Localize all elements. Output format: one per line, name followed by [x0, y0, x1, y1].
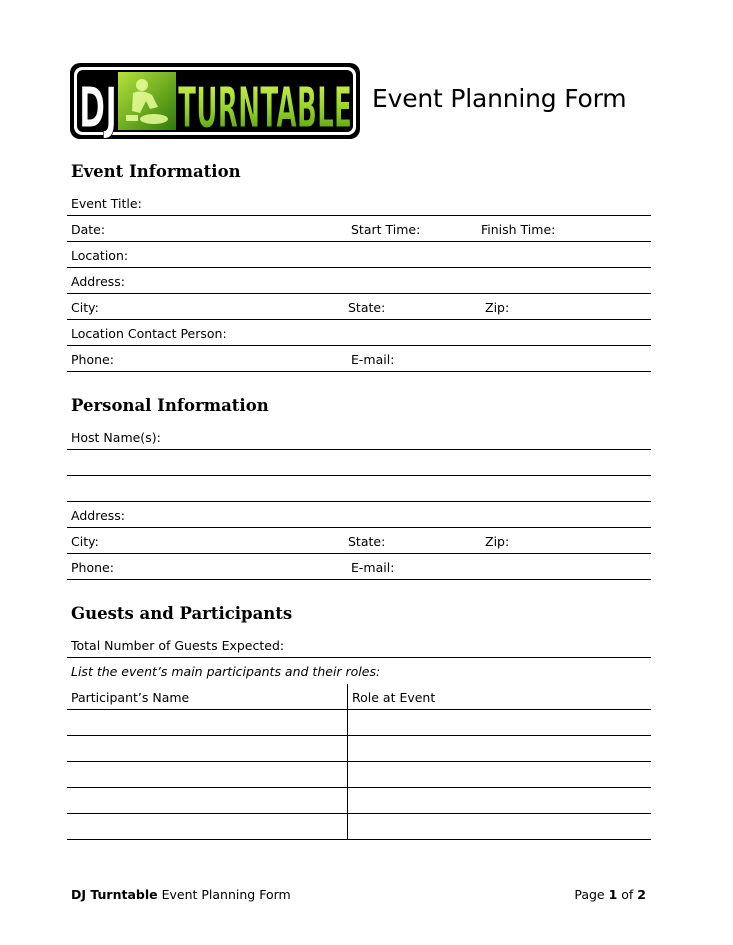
event-address-row[interactable]: [67, 268, 651, 294]
personal-email-label: E-mail:: [351, 560, 395, 575]
page-total: 2: [637, 887, 646, 902]
date-label: Date:: [71, 222, 106, 237]
finish-time-label: Finish Time:: [481, 222, 556, 237]
event-info-heading: Event Information: [71, 162, 241, 181]
location-row[interactable]: [67, 242, 651, 268]
personal-zip-label: Zip:: [485, 534, 510, 549]
host-names-blank-row[interactable]: [67, 450, 651, 476]
guests-heading: Guests and Participants: [71, 604, 293, 623]
participants-instruction: List the event’s main participants and their roles:: [71, 664, 381, 679]
total-guests-label: Total Number of Guests Expected:: [71, 638, 285, 653]
personal-city-label: City:: [71, 534, 99, 549]
participant-row[interactable]: [67, 710, 651, 736]
instruction-row: [67, 658, 651, 684]
event-title-row[interactable]: [67, 190, 651, 216]
logo-turntable-text: TURNTABLE: [178, 76, 352, 139]
event-title-label: Event Title:: [71, 196, 142, 211]
event-city-row[interactable]: [67, 294, 651, 320]
personal-info-heading: Personal Information: [71, 396, 269, 415]
page-prefix: Page: [574, 887, 609, 902]
event-email-label: E-mail:: [351, 352, 395, 367]
participants-column-divider: [347, 684, 348, 839]
event-address-label: Address:: [71, 274, 125, 289]
participant-row[interactable]: [67, 736, 651, 762]
total-guests-row[interactable]: [67, 632, 651, 658]
logo-dj-text: DJ: [79, 76, 117, 139]
footer-doc-name: [71, 887, 291, 902]
role-at-event-header: Role at Event: [352, 690, 436, 705]
form-title: Event Planning Form: [372, 84, 627, 113]
page-of: of: [617, 887, 638, 902]
start-time-label: Start Time:: [351, 222, 421, 237]
personal-address-row[interactable]: [67, 502, 651, 528]
participant-row[interactable]: [67, 788, 651, 814]
personal-phone-label: Phone:: [71, 560, 114, 575]
host-names-label: Host Name(s):: [71, 430, 161, 445]
footer-form-name: Event Planning Form: [157, 887, 291, 902]
personal-state-label: State:: [348, 534, 386, 549]
event-phone-row[interactable]: [67, 346, 651, 372]
location-label: Location:: [71, 248, 129, 263]
event-phone-label: Phone:: [71, 352, 114, 367]
page-current: 1: [608, 887, 618, 902]
personal-city-row[interactable]: [67, 528, 651, 554]
event-zip-label: Zip:: [485, 300, 510, 315]
host-names-blank-row[interactable]: [67, 476, 651, 502]
contact-person-label: Location Contact Person:: [71, 326, 227, 341]
personal-phone-row[interactable]: [67, 554, 651, 580]
date-row[interactable]: [67, 216, 651, 242]
dj-turntable-logo: [70, 63, 360, 139]
event-city-label: City:: [71, 300, 99, 315]
personal-address-label: Address:: [71, 508, 125, 523]
participant-row[interactable]: [67, 814, 651, 840]
contact-person-row[interactable]: [67, 320, 651, 346]
event-state-label: State:: [348, 300, 386, 315]
participant-row[interactable]: [67, 762, 651, 788]
footer-brand: DJ Turntable: [71, 887, 158, 902]
participants-header-row: [67, 684, 651, 710]
participant-name-header: Participant’s Name: [71, 690, 190, 705]
host-names-row[interactable]: [67, 424, 651, 450]
footer-page-number: [574, 887, 646, 902]
